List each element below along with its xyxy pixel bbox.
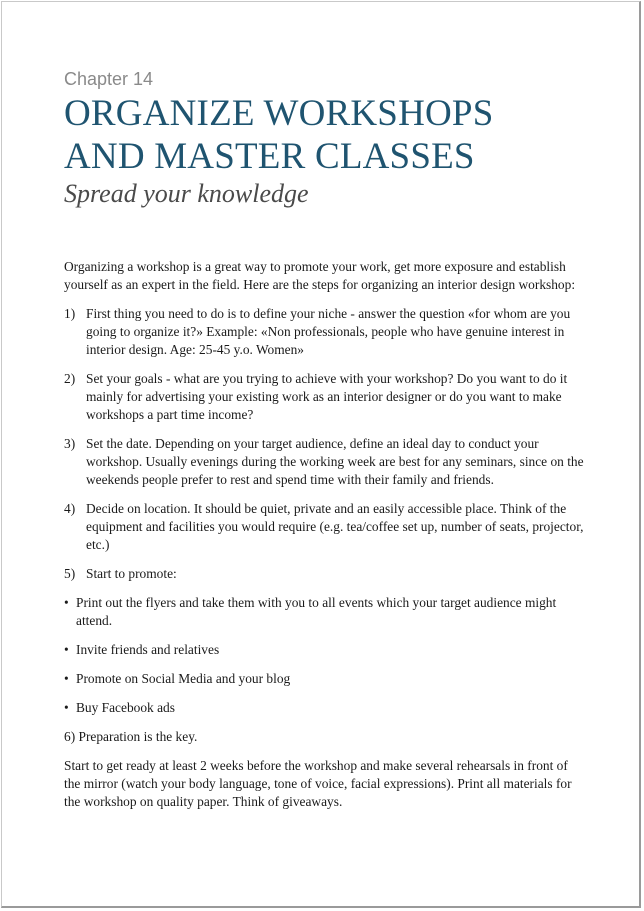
chapter-subtitle: Spread your knowledge — [64, 179, 309, 208]
step-item — [64, 305, 584, 359]
step-item — [64, 565, 584, 583]
bullet-symbol: • — [64, 595, 69, 610]
chapter-title — [64, 92, 584, 178]
step-item — [64, 500, 584, 554]
body-text — [64, 258, 584, 811]
step-six: 6) Preparation is the key. — [64, 729, 198, 744]
step-item — [64, 370, 584, 424]
step-number: 3) — [64, 436, 76, 451]
step-number: 2) — [64, 371, 76, 386]
chapter-title-line1: ORGANIZE WORKSHOPS — [64, 93, 494, 134]
intro-paragraph: Organizing a workshop is a great way to promote your work, get more exposure and establish yourself as an expert in the field. Here are the steps for organizing an interior design workshop: — [64, 259, 576, 292]
step-text: Start to promote: — [86, 566, 177, 581]
step-item — [64, 435, 584, 489]
bullet-item — [64, 641, 584, 659]
bullet-item — [64, 594, 584, 630]
bullet-item — [64, 699, 584, 717]
step-number: 4) — [64, 501, 76, 516]
chapter-title-line2: AND MASTER CLASSES — [64, 136, 475, 177]
bullet-text: Promote on Social Media and your blog — [76, 671, 291, 686]
bullet-text: Invite friends and relatives — [76, 642, 220, 657]
step-number: 5) — [64, 566, 76, 581]
step-text: First thing you need to do is to define your niche - answer the question «for whom are you going to organize it?» Example: «Non professionals, people who have genuine interest in interior design. Age: 25-45 y.o. Women» — [86, 306, 571, 357]
bullet-item — [64, 670, 584, 688]
bullet-text: Print out the flyers and take them with you to all events which your target audience might attend. — [76, 595, 557, 628]
bullet-text: Buy Facebook ads — [76, 700, 175, 715]
step-text: Set the date. Depending on your target audience, define an ideal day to conduct your workshop. Usually evenings during the working week are best for any seminars, since on the weekends people prefer to rest and spend time with their family and friends. — [86, 436, 584, 487]
step-text: Decide on location. It should be quiet, private and an easily accessible place. Think of the equipment and facilities you would require (e.g. tea/coffee set up, number of seats, projector, etc.) — [86, 501, 584, 552]
bullet-symbol: • — [64, 671, 69, 686]
step-number: 1) — [64, 306, 76, 321]
chapter-label: Chapter 14 — [64, 69, 154, 89]
bullet-symbol: • — [64, 700, 69, 715]
closing-paragraph: Start to get ready at least 2 weeks before the workshop and make several rehearsals in front of the mirror (watch your body language, tone of voice, facial expressions). Print all materials for the workshop on quality paper. Think of giveaways. — [64, 758, 572, 809]
bullet-symbol: • — [64, 642, 69, 657]
step-text: Set your goals - what are you trying to achieve with your workshop? Do you want to do it mainly for advertising your existing work as an interior designer or do you want to make workshops a part time income? — [86, 371, 568, 422]
page-content — [64, 68, 584, 822]
